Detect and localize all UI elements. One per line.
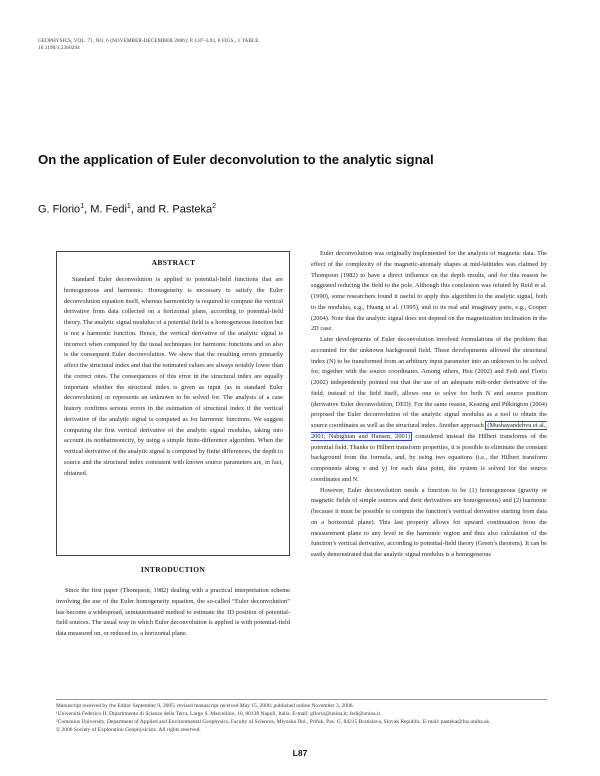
- footnote-affiliation-1: ¹Università Federico II, Dipartimento di Scienze della Terra, Largo S. Marcellino, 10, 80138 Napoli, Italia. E-mail: gflorio@unina.it; fedi@unina.it.: [56, 711, 382, 717]
- paper-title: On the application of Euler deconvolution to the analytic signal: [38, 152, 434, 167]
- footnotes: [56, 702, 547, 734]
- author-list: [38, 203, 558, 216]
- introduction-heading: INTRODUCTION: [140, 565, 206, 574]
- author-affiliation-mark: 1: [126, 203, 131, 210]
- abstract-box: [56, 251, 290, 556]
- citation-link[interactable]: (Mushayandebvu et al., 2001; Nabighian and Hansen, 2001): [311, 422, 547, 440]
- paragraph: [311, 335, 547, 486]
- header-citation: GEOPHYSICS, VOL. 71, NO. 6 (NOVEMBER-DECEMBER 2006); P. L87–L93, 6 FIGS., 1 TABLE.: [38, 38, 260, 44]
- footnote-divider: [56, 699, 547, 700]
- author-separator: ,: [84, 203, 91, 216]
- author-affiliation-mark: 2: [212, 203, 217, 210]
- author-affiliation-mark: 1: [80, 203, 85, 210]
- author-separator: , and: [130, 203, 159, 216]
- author-name: G. Florio: [38, 203, 81, 216]
- footnote-affiliation-2: ²Comenius University, Department of Applied and Environmental Geophysics, Faculty of Sciences, Mlynska Dol., Prifuk, Pav. G, 84215 Bratislava, Slovak Republic. E-mail: pasteka@fns.uniba.sk.: [56, 719, 491, 725]
- footnote-copyright: © 2006 Society of Exploration Geophysicists. All rights reserved.: [56, 727, 201, 733]
- header-doi: 10.1190/1.2360204: [38, 45, 80, 51]
- paragraph-text: considered instead the Hilbert transforms of the potential field. Thanks to Hilbert transform properties, it is possible to eliminate the constant background from the formula, and, by using two equations (i.e., the Hilbert transform components along x and y) for each data point, the system is solved for the source coordinates and N.: [311, 432, 547, 483]
- introduction-text: [56, 586, 290, 640]
- author-name: R. Pasteka: [158, 203, 213, 216]
- paragraph: However, Euler deconvolution needs a function to be (1) homogeneous (gravity or magnetic fields of simple sources and their derivatives are homogeneous) and (2) harmonic (because it must be possible to compute the function’s vertical derivative starting from data on a horizontal plane). This last property allows for upward continuation from the measurement plane to any level in the harmonic region and thus also calculation of the function’s vertical derivative, according to potential-field theory (Green’s theorem). It can be easily demonstrated that the analytic signal modulus is a homogeneous: [311, 486, 547, 558]
- right-column: [311, 249, 547, 561]
- abstract-text: Standard Euler deconvolution is applied to potential-field functions that are homogeneous and harmonic. Homogeneity is necessary to satisfy the Euler deconvolution equation itself, whereas harmonicity is required to compute the vertical derivative from data collected on a horizontal plane, according to potential-field theory. The analytic signal modulus of a potential field is a homogeneous function but is not a harmonic function. Hence, the vertical derivative of the analytic signal is incorrect when computed by the usual techniques for harmonic functions and so also is the consequent Euler deconvolution. We show that the resulting errors primarily affect the structural index and that the estimated values are always notably lower than the correct ones. The consequences of this error in the structural index are equally important whether the structural index is given as input (as in standard Euler deconvolution) or represents an unknown to be solved for. The analysis of a case history confirms serious errors in the estimation of structural index if the vertical derivative of the analytic signal is computed as for harmonic functions. We suggest computing the first vertical derivative of the analytic signal modulus, taking into account its nonharmonicity, by using a simple finite-difference algorithm. When the vertical derivative of the analytic signal is computed by finite differences, the depth to source and the structural index consistent with known source parameters are, in fact, obtained.: [64, 276, 283, 477]
- abstract-heading: ABSTRACT: [151, 258, 196, 267]
- journal-header: [38, 38, 398, 52]
- author-name: M. Fedi: [90, 203, 127, 216]
- footnote-received: Manuscript received by the Editor September 9, 2005; revised manuscript received May 15, 2006; published online November 3, 2006.: [56, 703, 354, 709]
- page-number: L87: [292, 748, 308, 758]
- paragraph: Since the first paper (Thompson, 1982) dealing with a practical interpretation scheme involving the use of the Euler homogeneity equation, the so-called “Euler deconvolution” has become a widespread, semiautomated method to estimate the 3D position of potential-field sources. The usual way in which Euler deconvolution is applied is with potential-field data measured on, or reduced to, a horizontal plane.: [56, 587, 290, 637]
- paragraph-text: Later developments of Euler deconvolution involved formulations of the problem that accounted for the unknown background field. These developments allowed the structural index (N) to be transformed from an arbitrary input parameter into an unknown to be solved for, together with the source coordinates. Among others, Hsu (2002) and Fedi and Florio (2002) independently pointed out that the use of an adequate mth-order derivative of the field, instead of the field itself, allows one to solve for both N and source position (derivative Euler deconvolution, DED). For the same reason, Keating and Pilkington (2004) proposed the Euler deconvolution of the analytic signal modulus as a tool to obtain the source coordinates as well as the structural index. Another approach: [311, 336, 547, 429]
- paragraph: Euler deconvolution was originally implemented for the analysis of magnetic data. The effect of the complexity of the magnetic-anomaly shapes at mid-latitudes was claimed by Thompson (1982) to have a direct influence on the depth results, and for this reason he suggested reducing the field to the pole. Although this conclusion was refuted by Reid et al. (1990), some researchers found it useful to apply this algorithm to the analytic signal, both to the modulus, e.g., Huang et al. (1995), and to its real and imaginary parts, e.g., Cooper (2004). Note that the analytic signal does not depend on the magnetization inclination in the 2D case.: [311, 250, 547, 333]
